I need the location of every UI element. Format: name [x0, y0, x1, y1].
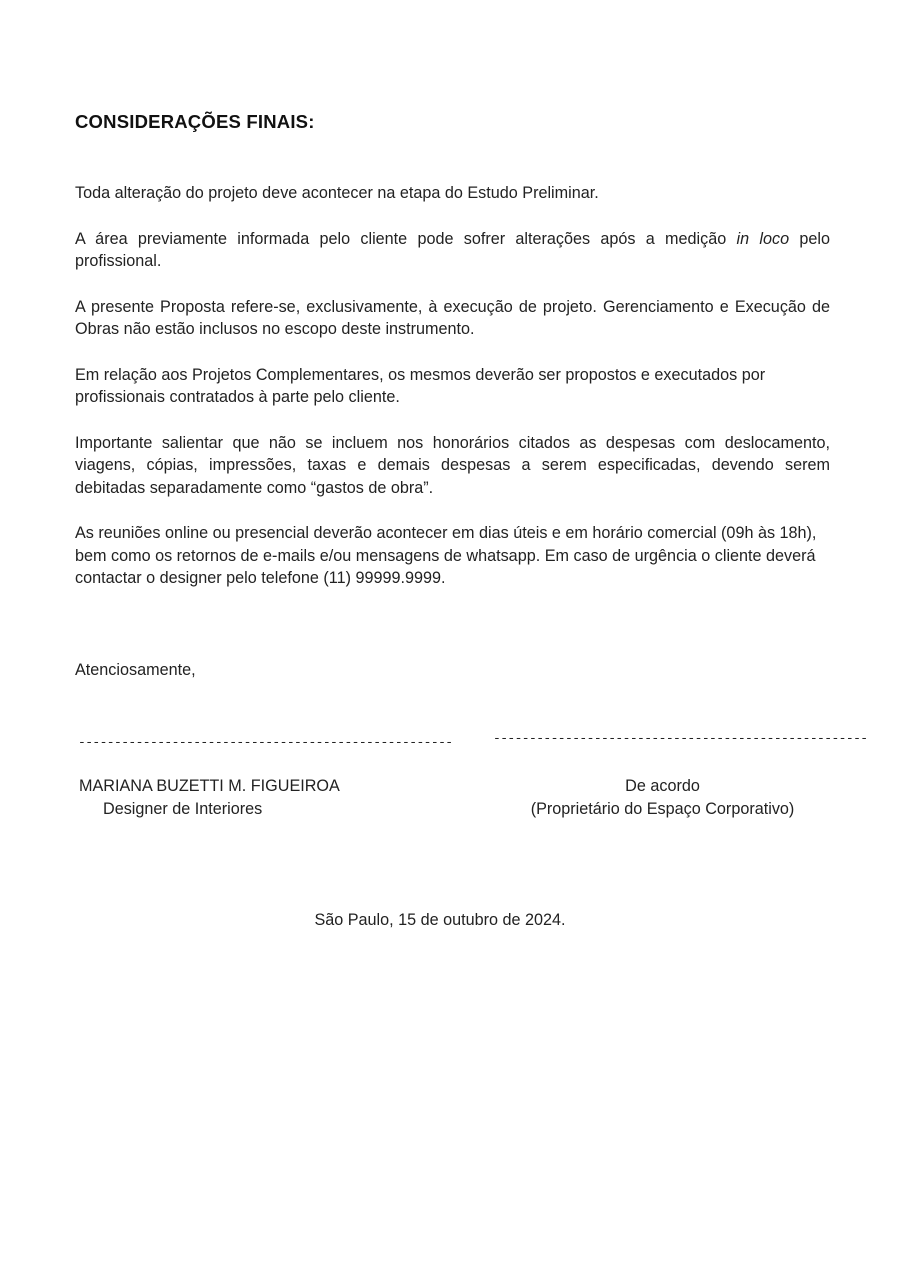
designer-name: MARIANA BUZETTI M. FIGUEIROA — [79, 777, 340, 795]
paragraph-preliminary-study: Toda alteração do projeto deve acontecer na etapa do Estudo Preliminar. — [75, 184, 599, 202]
paragraph-meetings: As reuniões online ou presencial deverão acontecer em dias úteis e em horário comercial (09h às 18h), bem como os retornos de e-mails e/ou mensagens de whatsapp. Em caso de urgência o cliente deverá contactar o designer pelo telefone (11) 99999.9999. — [75, 524, 817, 587]
signature-line-client: ---------------------------------------------------- — [493, 731, 868, 746]
paragraph-text-before: A área previamente informada pelo cliente pode sofrer alterações após a medição — [75, 229, 737, 248]
body-text — [75, 182, 830, 613]
client-role: (Proprietário do Espaço Corporativo) — [530, 799, 795, 818]
paragraph-area-measurement — [75, 228, 830, 273]
place-and-date: São Paulo, 15 de outubro de 2024. — [314, 911, 566, 929]
paragraph-scope: A presente Proposta refere-se, exclusivamente, à execução de projeto. Gerenciamento e Execução de Obras não estão inclusos no escopo deste instrumento. — [75, 297, 830, 338]
paragraph-complementary-projects: Em relação aos Projetos Complementares, os mesmos deverão ser propostos e executados por profissionais contratados à parte pelo cliente. — [75, 365, 766, 406]
signature-line-designer: ---------------------------------------------------- — [78, 735, 453, 750]
paragraph-text-after: pelo profissional. — [75, 229, 830, 270]
signature-block-client — [505, 775, 820, 820]
paragraph-expenses: Importante salientar que não se incluem nos honorários citados as despesas com deslocamento, viagens, cópias, impressões, taxas e demais despesas a serem especificadas, devendo serem debitadas separadamente como “gastos de obra”. — [75, 433, 830, 497]
designer-role: Designer de Interiores — [103, 799, 263, 818]
signature-block-designer — [75, 775, 365, 820]
section-heading: CONSIDERAÇÕES FINAIS: — [75, 111, 315, 132]
client-agreement-label: De acordo — [625, 777, 700, 795]
closing-salutation: Atenciosamente, — [75, 661, 196, 679]
paragraph-italic-term: in loco — [736, 229, 790, 248]
